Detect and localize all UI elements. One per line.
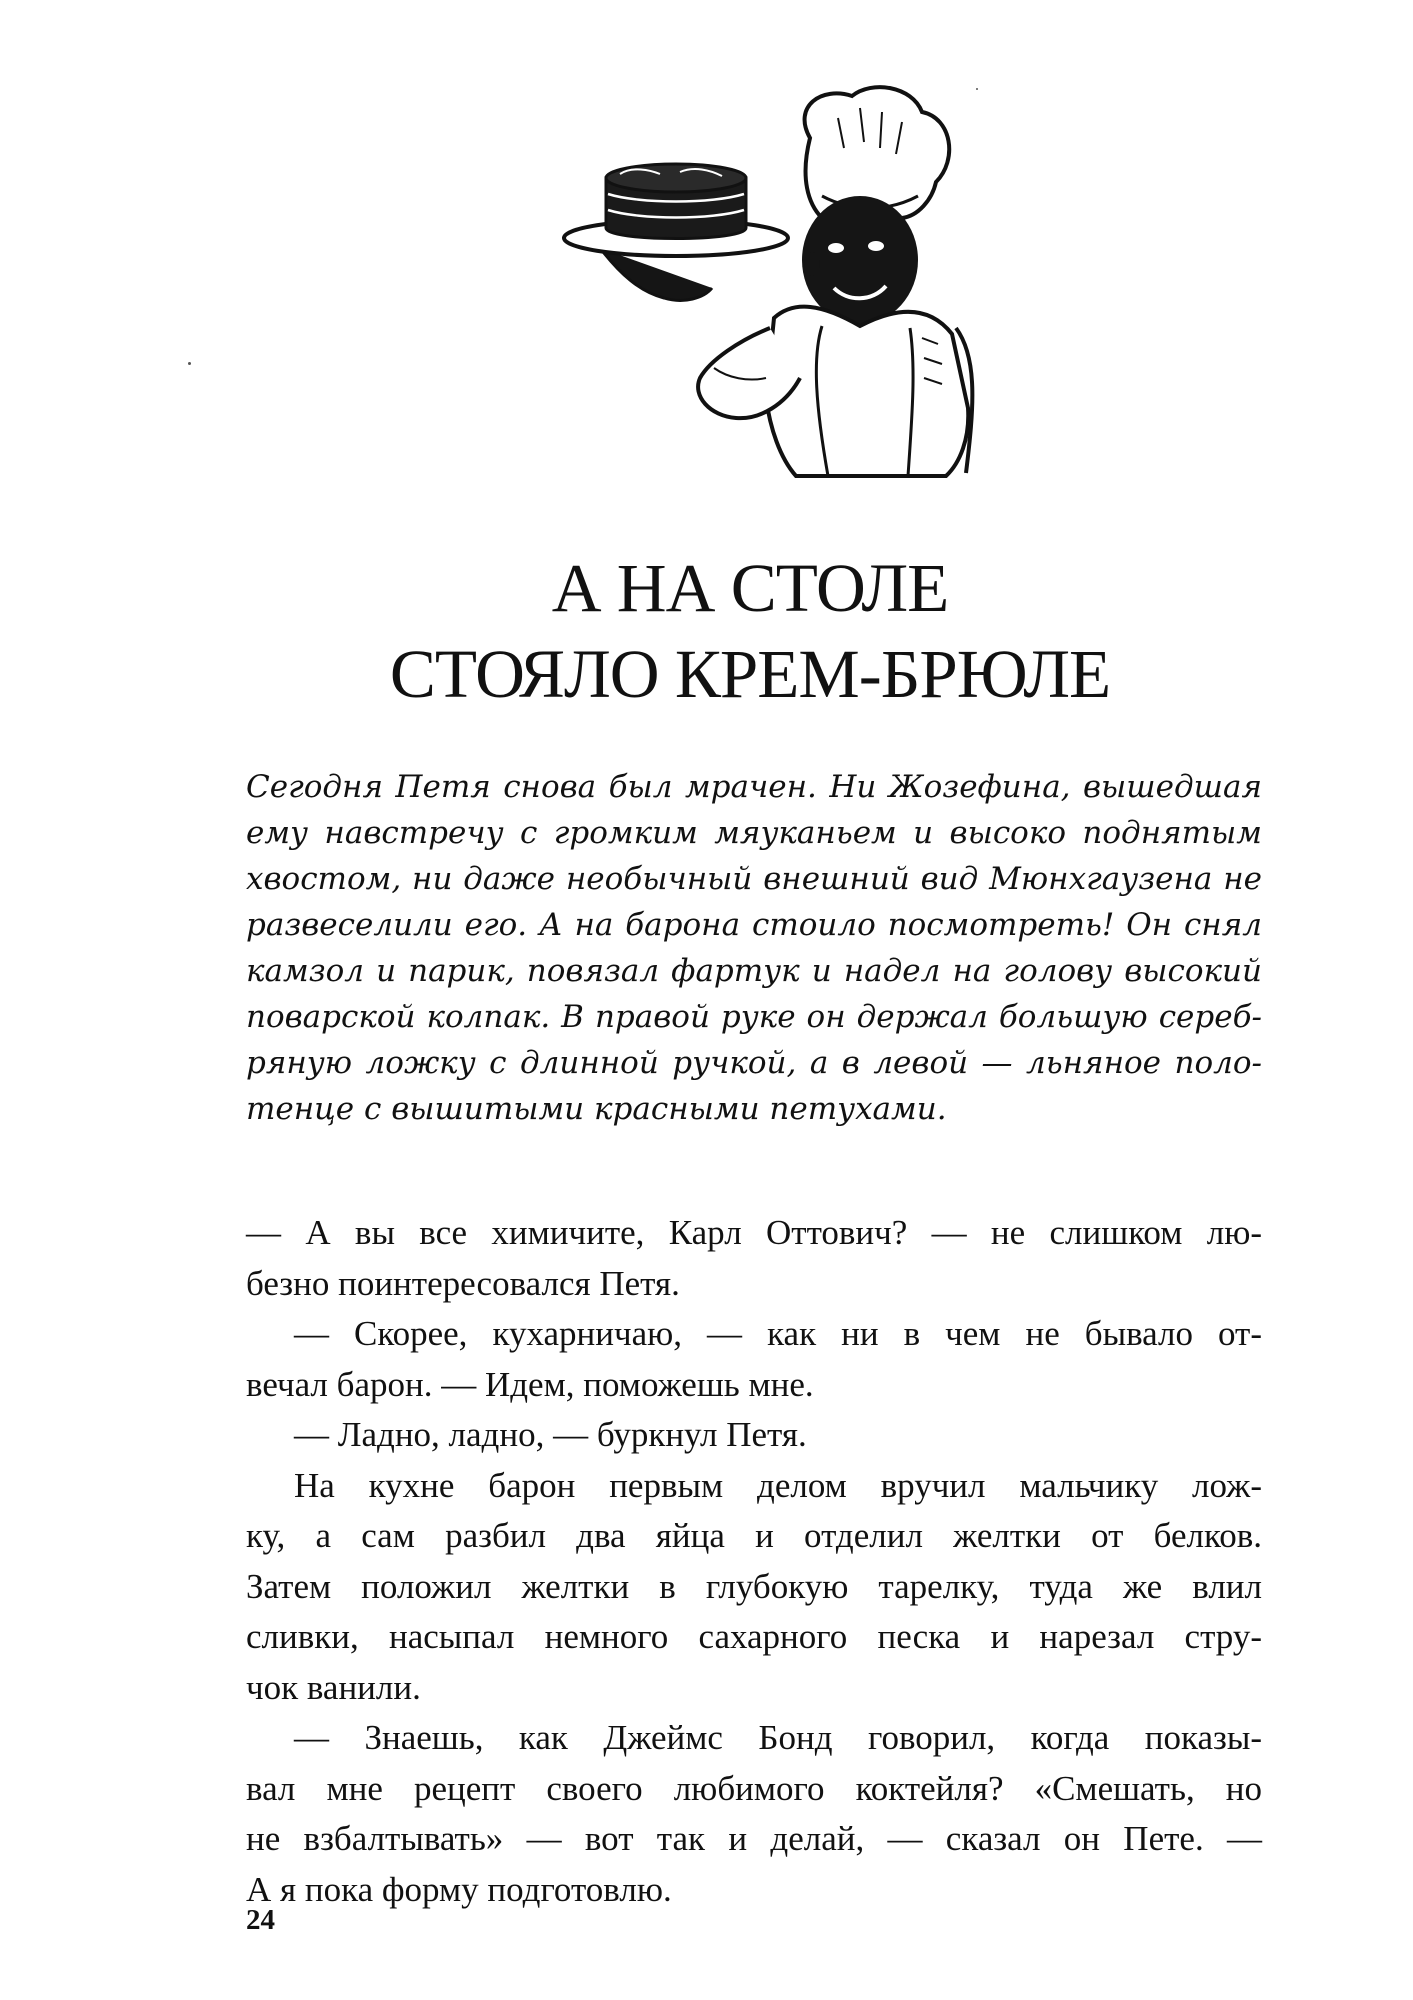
body-line: — Ладно, ладно, — буркнул Петя.: [294, 1415, 807, 1454]
body-line: Затем положил желтки в глубокую тарелку, туда же влил: [246, 1566, 1262, 1606]
intro-line: Сегодня Петя снова был мрачен. Ни Жозефина, вышедшая: [246, 769, 1262, 805]
print-speck: [188, 362, 191, 365]
body-line: вал мне рецепт своего любимого коктейля? «Смешать, но: [246, 1768, 1262, 1808]
body-line: — Знаешь, как Джеймс Бонд говорил, когда показы-: [294, 1718, 1262, 1757]
body-line: — Скорее, кухарничаю, — как ни в чем не бывало от-: [294, 1314, 1262, 1353]
intro-line: камзол и парик, повязал фартук и надел на голову высокий: [246, 953, 1262, 989]
chapter-title-line-1: А НА СТОЛЕ: [551, 550, 949, 626]
body-line: А я пока форму подготовлю.: [246, 1869, 672, 1909]
body-line: сливки, насыпал немного сахарного песка и нарезал стру-: [246, 1617, 1262, 1656]
chapter-title-line-2: СТОЯЛО КРЕМ-БРЮЛЕ: [389, 636, 1111, 712]
chef-with-cake-icon: [560, 78, 980, 478]
body-line: ку, а сам разбил два яйца и отделил желтки от белков.: [246, 1516, 1262, 1555]
chef-illustration: [560, 78, 980, 478]
intro-line: развеселили его. А на барона стоило посмотреть! Он снял: [246, 907, 1262, 943]
body-line: — А вы все химичите, Карл Оттович? — не слишком лю-: [246, 1213, 1262, 1252]
intro-line: поварской колпак. В правой руке он держал большую сереб-: [246, 999, 1262, 1035]
body-line: вечал барон. — Идем, поможешь мне.: [246, 1364, 814, 1404]
body-line: На кухне барон первым делом вручил мальчику лож-: [294, 1465, 1262, 1505]
intro-line: тенце с вышитыми красными петухами.: [246, 1091, 947, 1127]
intro-line: ряную ложку с длинной ручкой, а в левой — льняное поло-: [246, 1045, 1262, 1081]
body-line: чок ванили.: [246, 1667, 421, 1707]
intro-line: хвостом, ни даже необычный внешний вид Мюнхгаузена не: [246, 861, 1262, 897]
body-line: безно поинтересовался Петя.: [246, 1263, 680, 1303]
intro-line: ему навстречу с громким мяуканьем и высоко поднятым: [246, 815, 1262, 851]
body-line: не взбалтывать» — вот так и делай, — сказал он Пете. —: [246, 1819, 1262, 1858]
body-text: [246, 1208, 1262, 1915]
page-number: 24: [246, 1904, 275, 1936]
intro-paragraph: [246, 764, 1262, 1132]
chapter-title: [250, 545, 1250, 717]
